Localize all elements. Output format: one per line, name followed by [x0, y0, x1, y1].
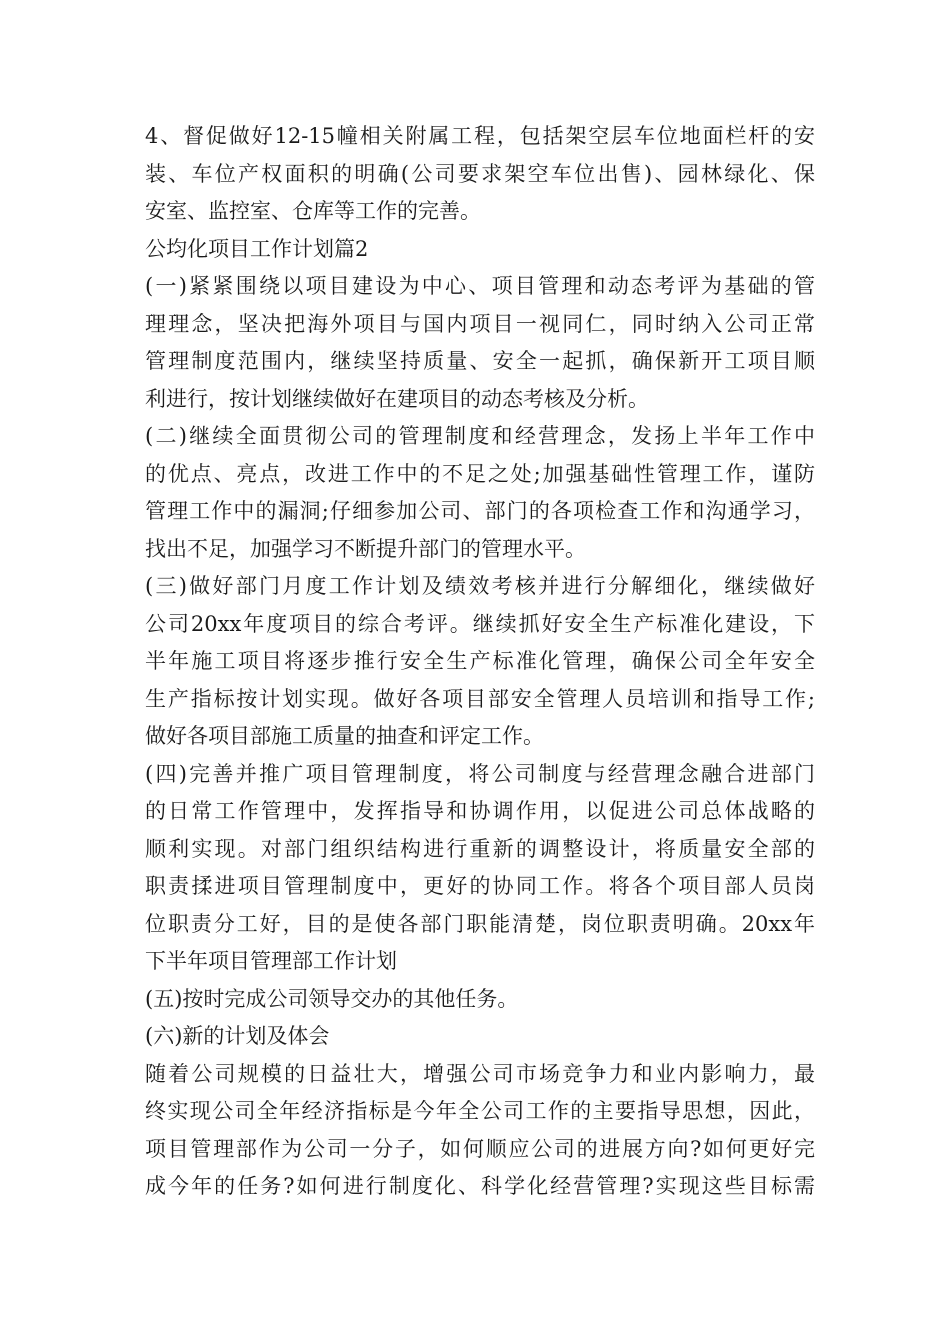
text-line: 生产指标按计划实现。做好各项目部安全管理人员培训和指导工作; — [145, 686, 815, 711]
text-line: 装、车位产权面积的明确(公司要求架空车位出售)、园林绿化、保 — [145, 161, 815, 186]
paragraph-section-3 — [145, 568, 815, 756]
text-line: (五)按时完成公司领导交办的其他任务。 — [145, 986, 519, 1011]
heading-line: 公均化项目工作计划篇2 — [145, 236, 369, 261]
text-line: 的优点、亮点，改进工作中的不足之处;加强基础性管理工作，谨防 — [145, 461, 815, 486]
paragraph-item-4 — [145, 118, 815, 231]
text-line: 下半年项目管理部工作计划 — [145, 949, 397, 973]
text-line: 安室、监控室、仓库等工作的完善。 — [145, 199, 481, 223]
text-line: 位职责分工好，目的是使各部门职能清楚，岗位职责明确。20xx年 — [145, 911, 815, 936]
paragraph-section-1 — [145, 268, 815, 418]
paragraph-section-4 — [145, 756, 815, 981]
text-line: 管理工作中的漏洞;仔细参加公司、部门的各项检查工作和沟通学习， — [145, 499, 815, 523]
paragraph-closing — [145, 1056, 815, 1206]
paragraph-section-2 — [145, 418, 815, 568]
text-line: 管理制度范围内，继续坚持质量、安全一起抓，确保新开工项目顺 — [145, 349, 815, 373]
text-line: 的日常工作管理中，发挥指导和协调作用，以促进公司总体战略的 — [145, 799, 815, 823]
paragraph-section-5 — [145, 981, 815, 1019]
paragraph-section-6 — [145, 1018, 815, 1056]
document-page — [145, 118, 815, 1206]
text-line: 4、督促做好12-15幢相关附属工程，包括架空层车位地面栏杆的安 — [145, 124, 815, 148]
text-line: 随着公司规模的日益壮大，增强公司市场竞争力和业内影响力，最 — [145, 1061, 815, 1086]
text-line: 成今年的任务?如何进行制度化、科学化经营管理?实现这些目标需 — [145, 1174, 815, 1198]
text-line: 利进行，按计划继续做好在建项目的动态考核及分析。 — [145, 386, 649, 411]
text-line: 终实现公司全年经济指标是今年全公司工作的主要指导思想，因此， — [145, 1099, 815, 1123]
text-line: 半年施工项目将逐步推行安全生产标准化管理，确保公司全年安全 — [145, 649, 815, 673]
text-line: (一)紧紧围绕以项目建设为中心、项目管理和动态考评为基础的管 — [145, 274, 815, 298]
text-line: 理理念，坚决把海外项目与国内项目一视同仁，同时纳入公司正常 — [145, 311, 815, 336]
text-line: (六)新的计划及体会 — [145, 1024, 330, 1048]
text-line: 找出不足，加强学习不断提升部门的管理水平。 — [145, 536, 586, 561]
text-line: 公司20xx年度项目的综合考评。继续抓好安全生产标准化建设，下 — [145, 611, 815, 636]
text-line: 做好各项目部施工质量的抽查和评定工作。 — [145, 724, 544, 748]
text-line: 职责揉进项目管理制度中，更好的协同工作。将各个项目部人员岗 — [145, 874, 815, 898]
text-line: (三)做好部门月度工作计划及绩效考核并进行分解细化，继续做好 — [145, 574, 815, 598]
text-line: (四)完善并推广项目管理制度，将公司制度与经营理念融合进部门 — [145, 761, 815, 786]
text-line: 顺利实现。对部门组织结构进行重新的调整设计，将质量安全部的 — [145, 836, 815, 861]
text-line: (二)继续全面贯彻公司的管理制度和经营理念，发扬上半年工作中 — [145, 424, 815, 448]
text-line: 项目管理部作为公司一分子，如何顺应公司的进展方向?如何更好完 — [145, 1136, 815, 1161]
section-heading — [145, 231, 815, 269]
